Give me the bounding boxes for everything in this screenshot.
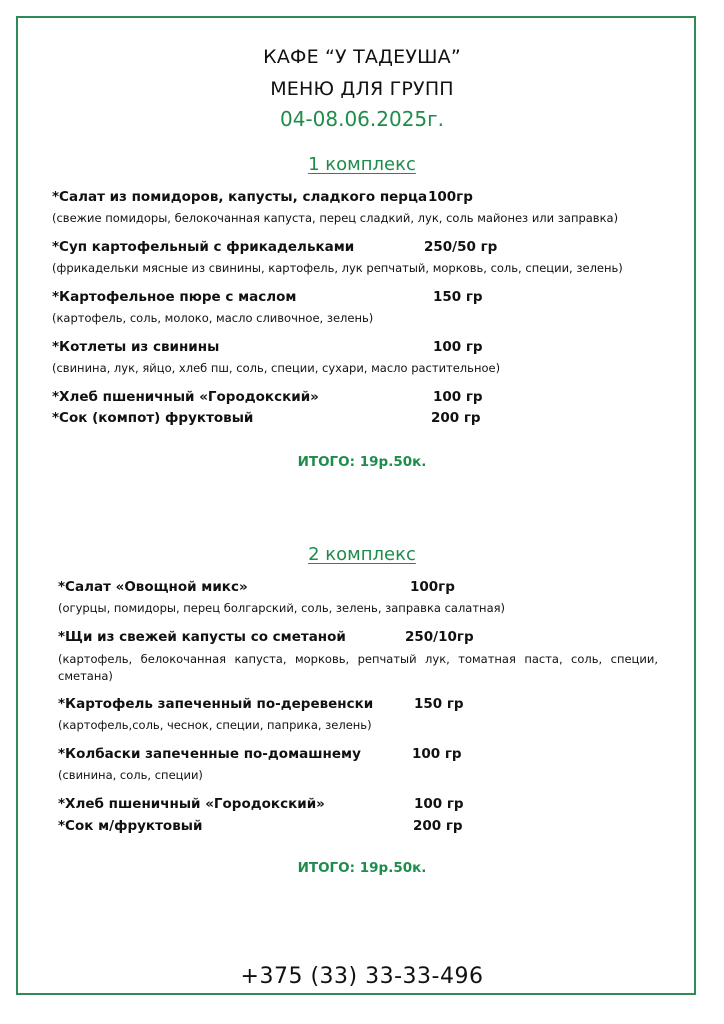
menu-item-weight: 100 гр <box>412 746 462 762</box>
menu-item-weight: 100 гр <box>433 339 483 355</box>
menu-item-description: (фрикадельки мясные из свинины, картофель, лук репчатый, морковь, соль, специи, зелень) <box>52 261 623 275</box>
menu-item-description: (свинина, соль, специи) <box>58 768 203 782</box>
menu-date: 04-08.06.2025г. <box>279 107 445 131</box>
menu-item-name: *Щи из свежей капусты со сметаной <box>58 629 346 645</box>
menu-item-description: (огурцы, помидоры, перец болгарский, соль, зелень, заправка салатная) <box>58 601 506 615</box>
menu-item-name: *Картофель запеченный по-деревенски <box>58 696 374 712</box>
menu-item-weight: 250/10гр <box>405 629 474 645</box>
menu-item-name: *Хлеб пшеничный «Городокский» <box>52 389 319 405</box>
menu-item-weight: 200 гр <box>431 410 481 426</box>
menu-item-weight: 100гр <box>410 579 455 595</box>
menu-item-description: (свежие помидоры, белокочанная капуста, перец сладкий, лук, соль майонез или заправка) <box>52 211 619 225</box>
menu-item-weight: 100гр <box>428 189 473 205</box>
menu-item-name: *Сок (компот) фруктовый <box>52 410 254 426</box>
menu-item-name: *Суп картофельный с фрикадельками <box>52 239 355 255</box>
complex-1-title: 1 комплекс <box>308 154 416 175</box>
menu-item-description: (картофель, белокочанная капуста, морковь, репчатый лук, томатная паста, соль, специи, сметана) <box>58 652 658 683</box>
menu-item-name: *Салат «Овощной микс» <box>58 579 248 595</box>
menu-item-weight: 150 гр <box>433 289 483 305</box>
menu-item-name: *Картофельное пюре с маслом <box>52 289 297 305</box>
phone-number: +375 (33) 33-33-496 <box>240 964 484 989</box>
complex-2-title: 2 комплекс <box>308 544 416 565</box>
menu-item-name: *Котлеты из свинины <box>52 339 220 355</box>
menu-item-name: *Салат из помидоров, капусты, сладкого перца <box>52 189 428 205</box>
complex-1-total: ИТОГО: 19р.50к. <box>297 454 427 470</box>
complex-2-total: ИТОГО: 19р.50к. <box>297 860 427 876</box>
menu-item-name: *Сок м/фруктовый <box>58 818 203 834</box>
menu-item-weight: 200 гр <box>413 818 463 834</box>
menu-item-weight: 150 гр <box>414 696 464 712</box>
menu-item-description: (картофель, соль, молоко, масло сливочное, зелень) <box>52 311 374 325</box>
menu-item-weight: 100 гр <box>433 389 483 405</box>
menu-subtitle: МЕНЮ ДЛЯ ГРУПП <box>270 78 454 100</box>
menu-item-description: (свинина, лук, яйцо, хлеб пш, соль, специи, сухари, масло растительное) <box>52 361 501 375</box>
menu-item-name: *Колбаски запеченные по-домашнему <box>58 746 361 762</box>
menu-item-weight: 250/50 гр <box>424 239 498 255</box>
menu-item-name: *Хлеб пшеничный «Городокский» <box>58 796 325 812</box>
menu-item-weight: 100 гр <box>414 796 464 812</box>
menu-item-description: (картофель,соль, чеснок, специи, паприка, зелень) <box>58 718 372 732</box>
cafe-title: КАФЕ “У ТАДЕУША” <box>263 46 461 68</box>
